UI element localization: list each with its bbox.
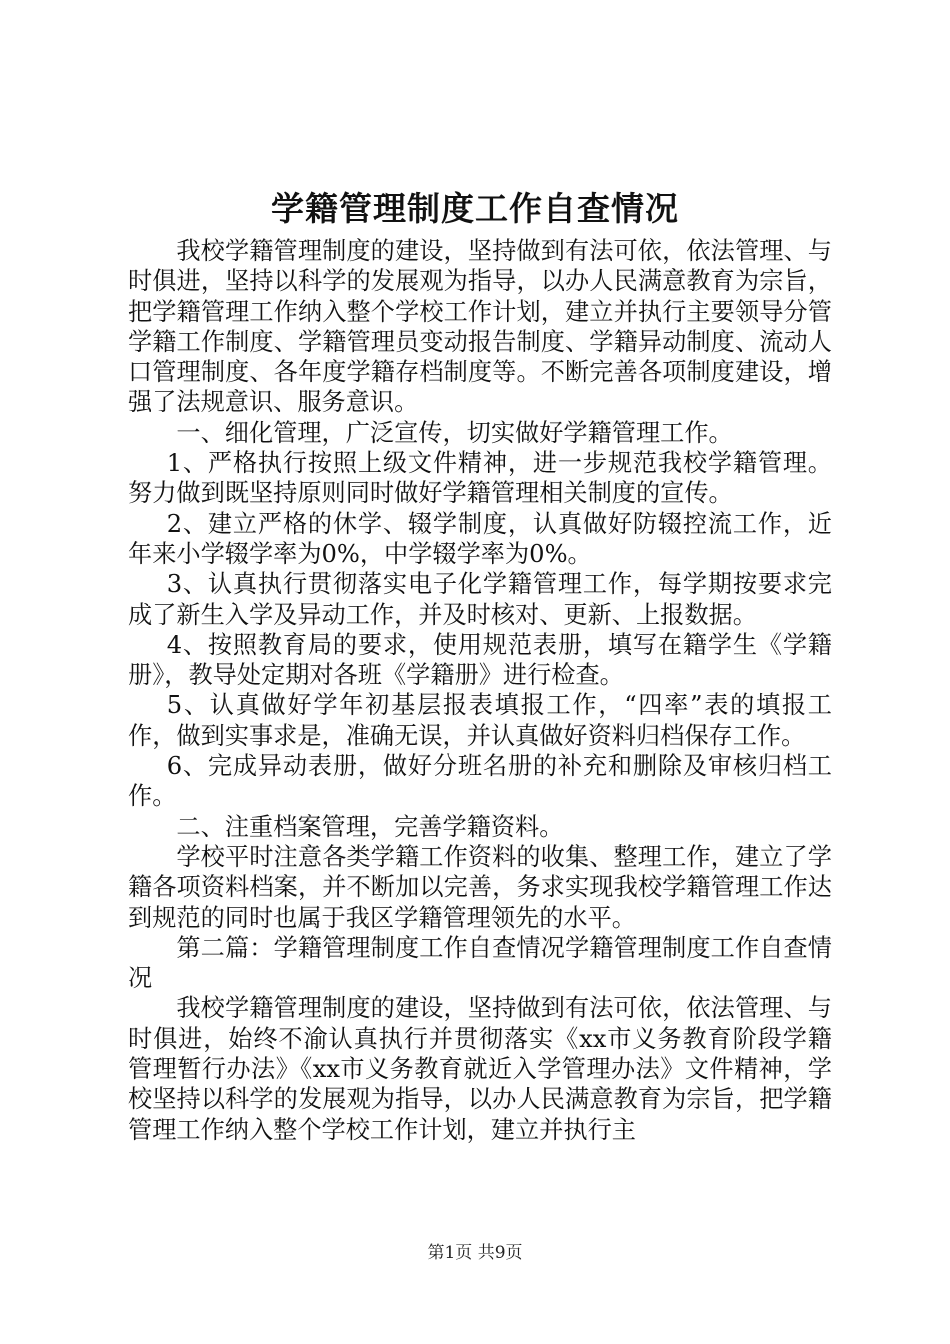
document-title: 学籍管理制度工作自查情况	[271, 189, 679, 228]
document-body	[128, 236, 832, 1145]
list-item-5: 5、认真做好学年初基层报表填报工作，“四率”表的填报工作，做到实事求是，准确无误，并认真做好资料归档保存工作。	[128, 691, 832, 750]
section-heading-2: 二、注重档案管理，完善学籍资料。	[176, 812, 564, 841]
paragraph-part-two-heading: 第二篇：学籍管理制度工作自查情况学籍管理制度工作自查情况	[128, 933, 832, 993]
list-item-6: 6、完成异动表册，做好分班名册的补充和删除及审核归档工作。	[128, 752, 832, 811]
list-item-3: 3、认真执行贯彻落实电子化学籍管理工作，每学期按要求完成了新生入学及异动工作，并及时核对、更新、上报数据。	[128, 570, 832, 629]
paragraph-intro: 我校学籍管理制度的建设，坚持做到有法可依，依法管理、与时俱进，坚持以科学的发展观为指导，以办人民满意教育为宗旨，把学籍管理工作纳入整个学校工作计划，建立并执行主要领导分管学籍工作制度、学籍管理员变动报告制度、学籍异动制度、流动人口管理制度、各年度学籍存档制度等。不断完善各项制度建设，增强了法规意识、服务意识。	[128, 237, 832, 417]
page-footer: 第1页 共9页	[427, 1243, 523, 1263]
list-item-1: 1、严格执行按照上级文件精神，进一步规范我校学籍管理。努力做到既坚持原则同时做好学籍管理相关制度的宣传。	[128, 449, 832, 508]
section-heading-1: 一、细化管理，广泛宣传，切实做好学籍管理工作。	[176, 418, 733, 447]
paragraph-archive: 学校平时注意各类学籍工作资料的收集、整理工作，建立了学籍各项资料档案，并不断加以完善，务求实现我校学籍管理工作达到规范的同时也属于我区学籍管理领先的水平。	[128, 842, 832, 932]
paragraph-part-two-intro: 我校学籍管理制度的建设，坚持做到有法可依，依法管理、与时俱进，始终不渝认真执行并贯彻落实《xx市义务教育阶段学籍管理暂行办法》《xx市义务教育就近入学管理办法》文件精神，学校坚持以科学的发展观为指导，以办人民满意教育为宗旨，把学籍管理工作纳入整个学校工作计划，建立并执行主	[128, 994, 832, 1144]
list-item-4: 4、按照教育局的要求，使用规范表册，填写在籍学生《学籍册》，教导处定期对各班《学籍册》进行检查。	[128, 630, 832, 690]
list-item-2: 2、建立严格的休学、辍学制度，认真做好防辍控流工作，近年来小学辍学率为0%，中学辍学率为0%。	[128, 509, 832, 568]
